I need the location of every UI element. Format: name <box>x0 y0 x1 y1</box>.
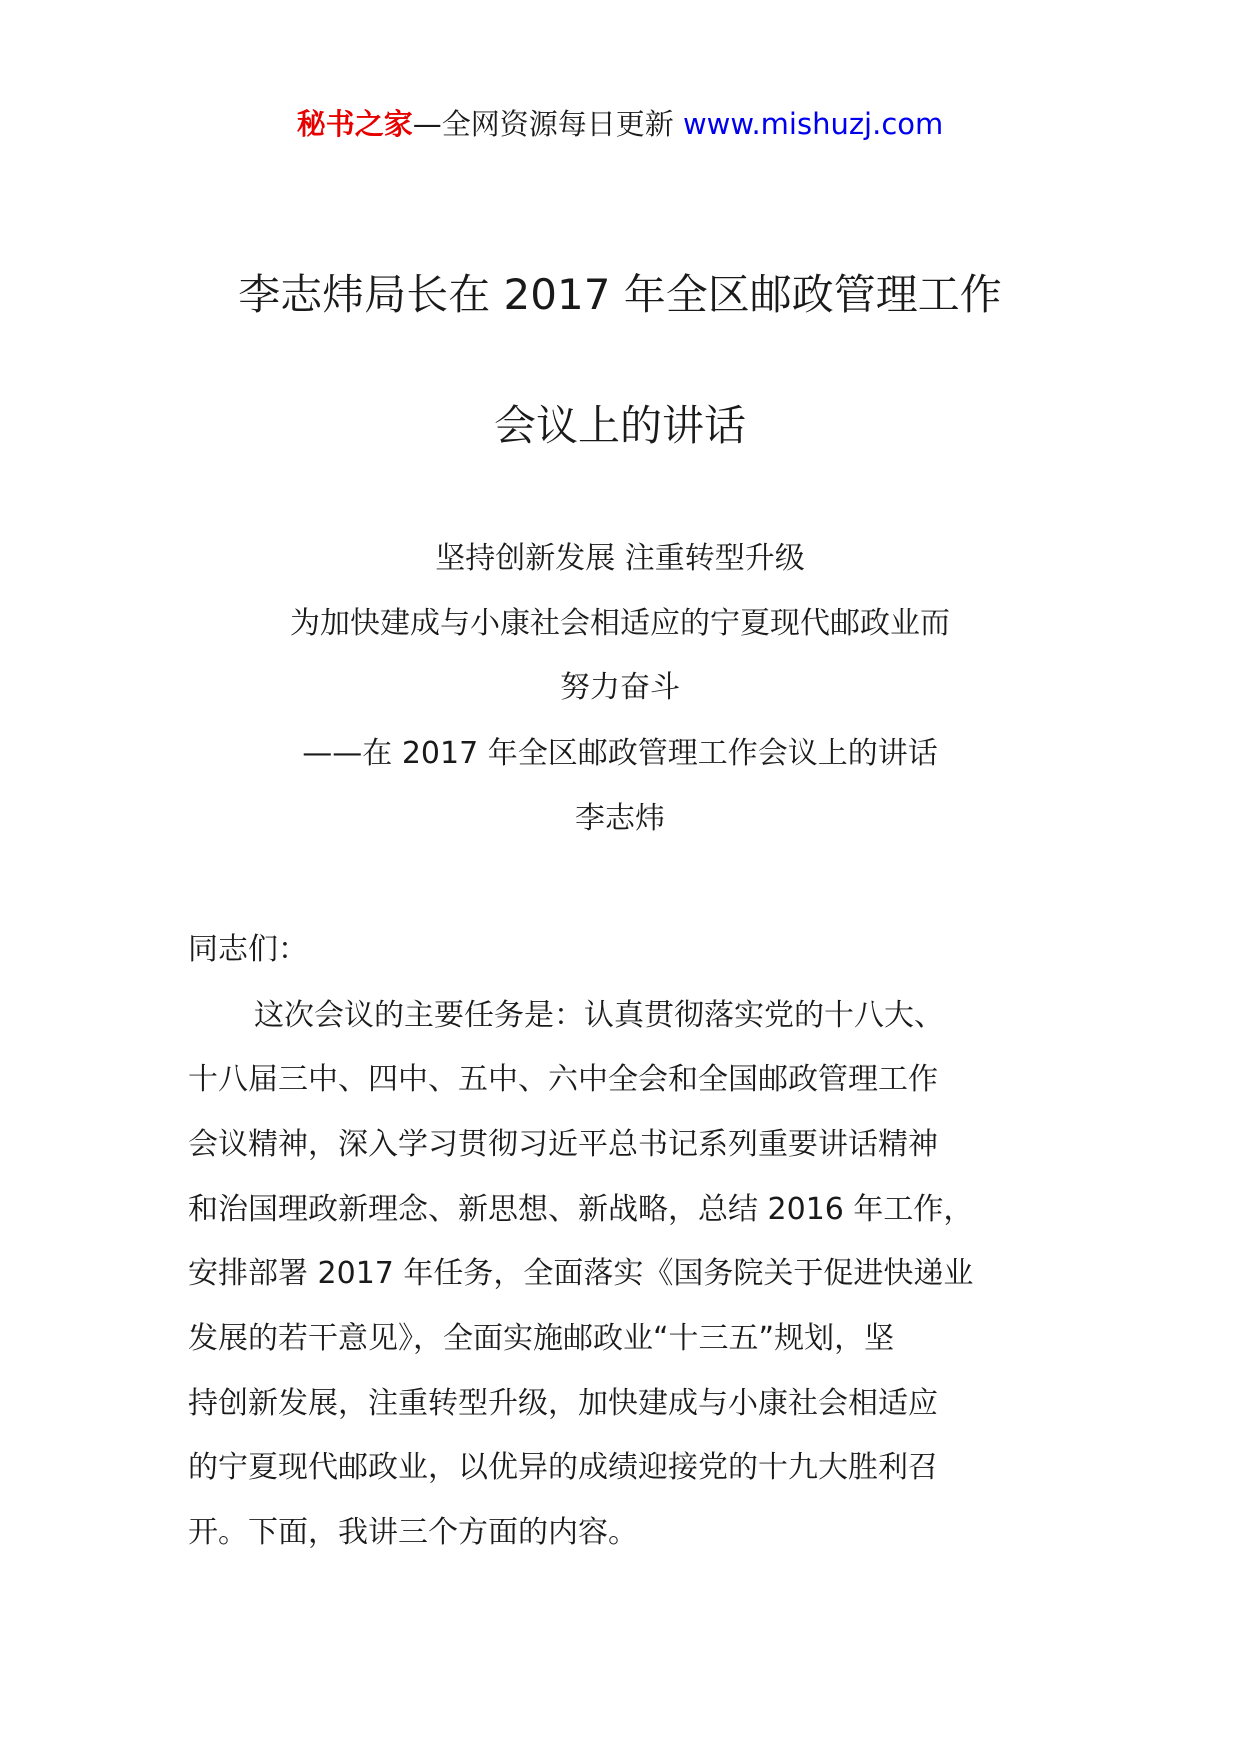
subtitle-line-3: 努力奋斗 <box>560 670 680 705</box>
greeting: 同志们： <box>188 932 308 967</box>
subtitle-line-4: ——在 2017 年全区邮政管理工作会议上的讲话 <box>302 736 938 771</box>
body-line: 十八届三中、四中、五中、六中全会和全国邮政管理工作 <box>188 1062 938 1097</box>
body-line: 持创新发展，注重转型升级，加快建成与小康社会相适应 <box>188 1386 938 1421</box>
body-line: 开。下面，我讲三个方面的内容。 <box>188 1515 638 1550</box>
body-line: 安排部署 2017 年任务，全面落实《国务院关于促进快递业 <box>188 1256 974 1291</box>
body-line: 和治国理政新理念、新思想、新战略，总结 2016 年工作， <box>188 1192 974 1227</box>
document-title-line-1: 李志炜局长在 2017 年全区邮政管理工作 <box>238 270 1002 319</box>
author-name: 李志炜 <box>575 801 665 836</box>
subtitle-line-2: 为加快建成与小康社会相适应的宁夏现代邮政业而 <box>290 606 950 641</box>
body-line: 的宁夏现代邮政业，以优异的成绩迎接党的十九大胜利召 <box>188 1450 938 1485</box>
site-tagline: —全网资源每日更新 <box>412 107 683 141</box>
site-brand: 秘书之家 <box>296 107 413 141</box>
document-title-line-2: 会议上的讲话 <box>493 401 746 450</box>
body-line: 发展的若干意见》，全面实施邮政业“十三五”规划，坚 <box>188 1321 895 1356</box>
body-line: 这次会议的主要任务是：认真贯彻落实党的十八大、 <box>254 998 944 1033</box>
site-header <box>0 104 1240 144</box>
subtitle-line-1: 坚持创新发展 注重转型升级 <box>435 541 805 576</box>
body-line: 会议精神，深入学习贯彻习近平总书记系列重要讲话精神 <box>188 1127 938 1162</box>
site-url-link[interactable]: www.mishuzj.com <box>682 107 944 141</box>
